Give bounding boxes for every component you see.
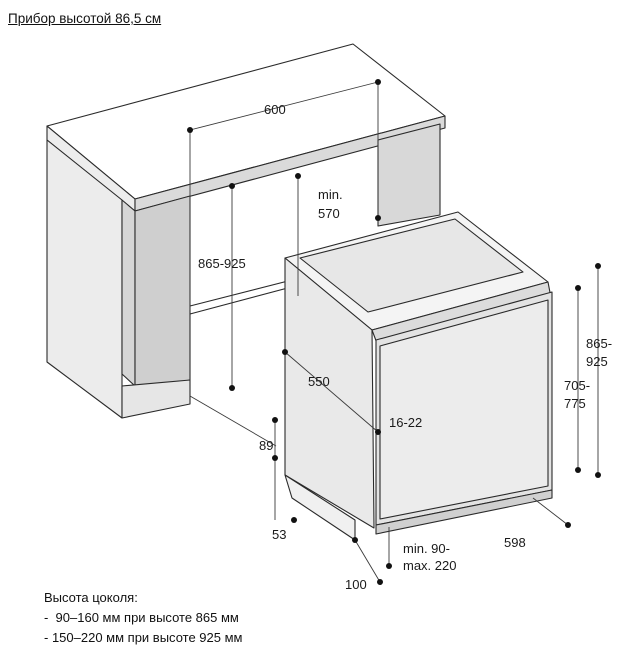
notes-item: - 150–220 мм при высоте 925 мм <box>44 630 243 645</box>
dim-dot <box>229 183 235 189</box>
dim-dot <box>377 579 383 585</box>
label-plinth-max: max. 220 <box>403 558 457 573</box>
dim-dot <box>375 429 381 435</box>
label-plinth-height: 89 <box>259 438 274 453</box>
label-niche-height: 865-925 <box>198 256 246 271</box>
dim-dot <box>375 79 381 85</box>
dim-dot <box>575 285 581 291</box>
label-door-height-1: 705- <box>564 378 591 393</box>
label-total-height-1: 865- <box>586 336 613 351</box>
dim-dot <box>187 127 193 133</box>
dim-dot <box>595 263 601 269</box>
label-plinth-depth: 100 <box>345 577 367 592</box>
label-min-depth-2: 570 <box>318 206 340 221</box>
dim-dot <box>272 417 278 423</box>
label-appliance-depth: 550 <box>308 374 330 389</box>
dim-dot <box>595 472 601 478</box>
label-door-height-2: 775 <box>564 396 586 411</box>
dim-dot <box>272 455 278 461</box>
plinth-notes <box>44 588 242 648</box>
dim-dot <box>282 349 288 355</box>
dim-dot <box>295 173 301 179</box>
dim-598-line <box>533 498 568 525</box>
notes-heading: Высота цоколя: <box>44 590 138 605</box>
dim-dot <box>575 467 581 473</box>
cabinet-front-panel <box>122 200 135 386</box>
label-plinth-min: min. 90- <box>403 541 450 556</box>
dim-dot <box>352 537 358 543</box>
cabinet-inner-wall <box>135 196 190 392</box>
niche-back-post <box>378 124 440 226</box>
cabinet-plinth <box>122 380 190 418</box>
dim-dot <box>291 517 297 523</box>
dim-dot <box>229 385 235 391</box>
label-appliance-width: 598 <box>504 535 526 550</box>
diagram-title: Прибор высотой 86,5 см <box>8 11 162 26</box>
label-panel-gap: 16-22 <box>389 415 423 430</box>
notes-item: - 90–160 мм при высоте 865 мм <box>44 610 239 625</box>
label-foot-height: 53 <box>272 527 287 542</box>
dim-dot <box>386 563 392 569</box>
dim-dot <box>565 522 571 528</box>
label-min-depth-1: min. <box>318 187 343 202</box>
dim-bottom-100 <box>355 540 380 582</box>
label-total-height-2: 925 <box>586 354 608 369</box>
dim-dot <box>375 215 381 221</box>
label-counter-width: 600 <box>264 102 286 117</box>
